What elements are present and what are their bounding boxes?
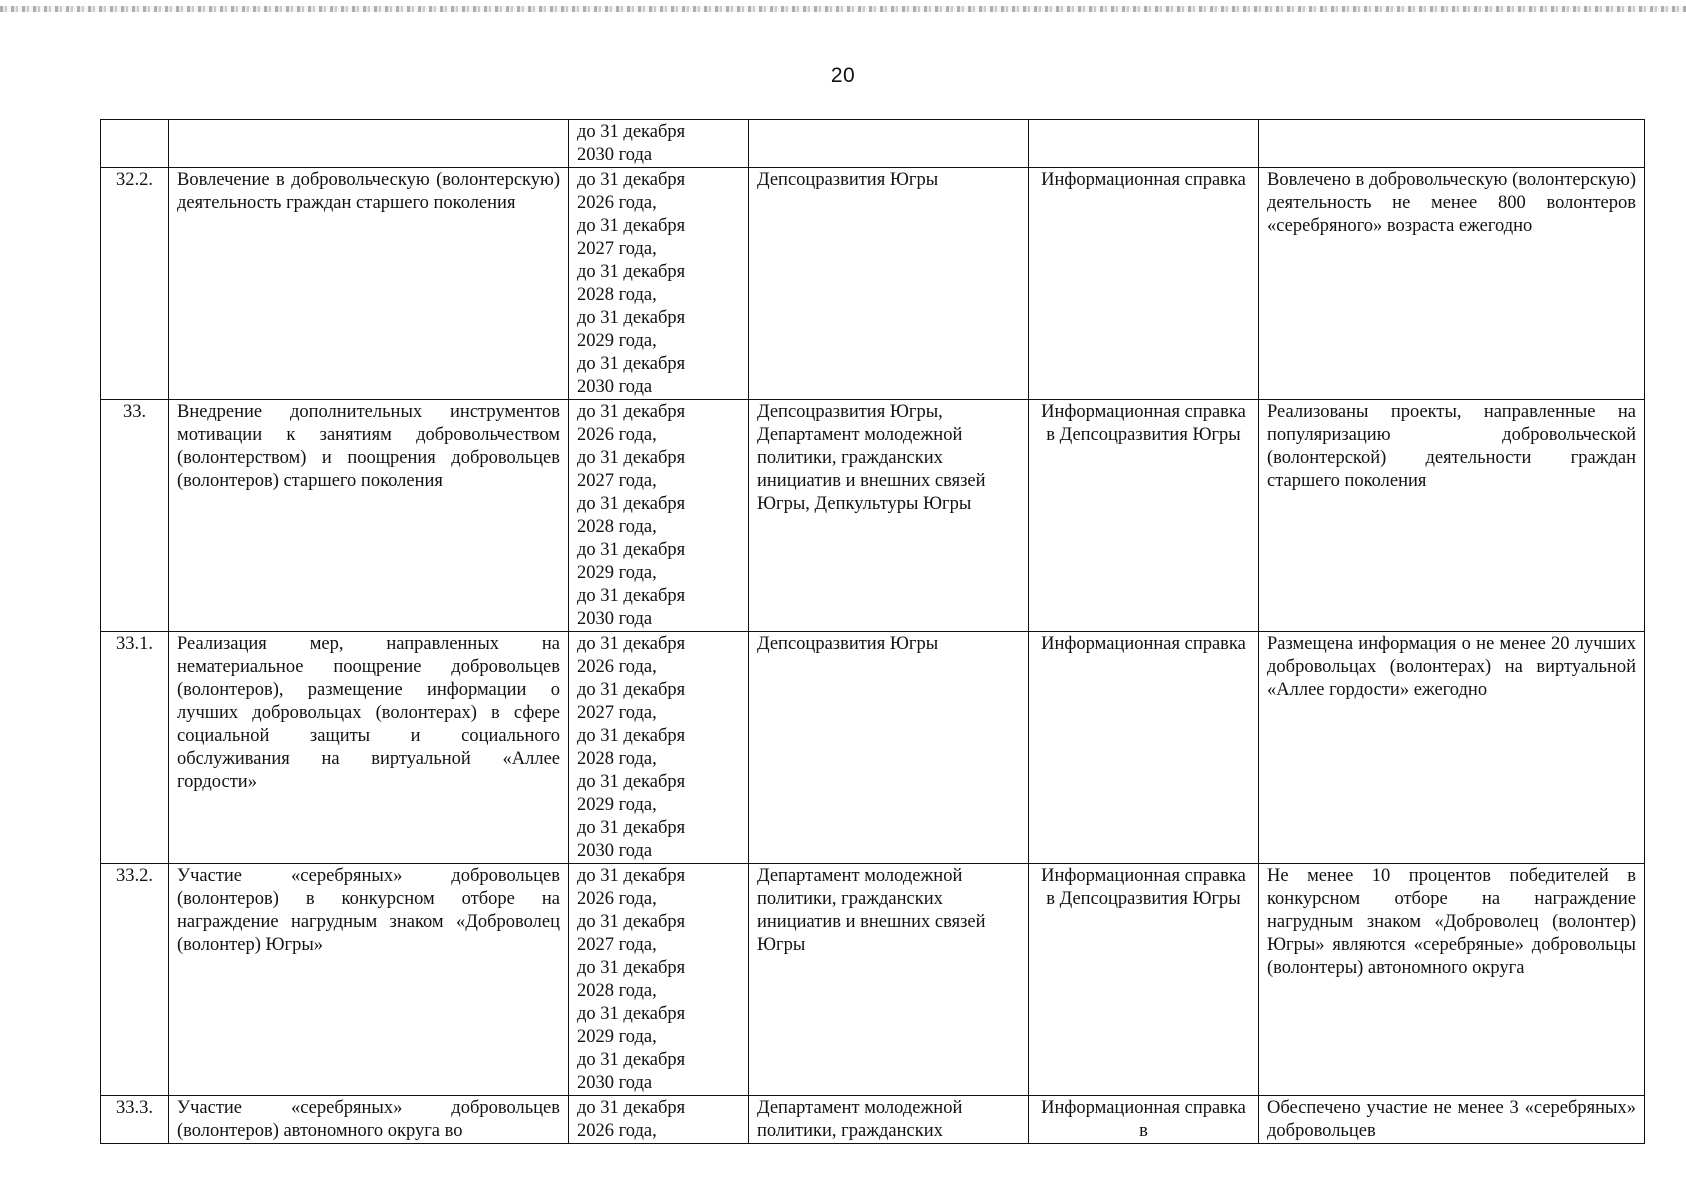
term-line: до 31 декабря bbox=[577, 680, 686, 700]
row-number: 33.3. bbox=[101, 1096, 169, 1144]
row-number: 33. bbox=[101, 400, 169, 632]
term-line: до 31 декабря bbox=[577, 308, 686, 328]
term-line: до 31 декабря bbox=[577, 586, 686, 606]
term-line: до 31 декабря bbox=[577, 866, 686, 886]
result-cell: Вовлечено в добровольческую (волонтерскую) деятельность не менее 800 волонтеров «серебряного» возраста ежегодно bbox=[1259, 168, 1645, 400]
result-cell bbox=[1259, 120, 1645, 168]
event-cell: Реализация мер, направленных на нематериальное поощрение добровольцев (волонтеров), размещение информации о лучших добровольцах (волонтерах) в сфере социальной защиты и социального обслуживания на виртуальной «Аллее гордости» bbox=[169, 632, 569, 864]
term-line: до 31 декабря bbox=[577, 634, 686, 654]
result-cell: Не менее 10 процентов победителей в конкурсном отборе на награждение нагрудным знаком «Доброволец (волонтер) Югры» являются «серебряные» добровольцы (волонтеры) автономного округа bbox=[1259, 864, 1645, 1096]
term-line: 2027 года, bbox=[577, 935, 657, 955]
term-line: до 31 декабря bbox=[577, 354, 686, 374]
term-cell bbox=[569, 632, 749, 864]
term-line: до 31 декабря bbox=[577, 262, 686, 282]
term-line: до 31 декабря bbox=[577, 818, 686, 838]
responsible-cell: Депсоцразвития Югры bbox=[749, 168, 1029, 400]
table-row bbox=[101, 632, 1645, 864]
table-row bbox=[101, 400, 1645, 632]
document-cell: Информационная справка в Депсоцразвития Югры bbox=[1029, 864, 1259, 1096]
term-line: 2026 года, bbox=[577, 657, 657, 677]
term-line: до 31 декабря bbox=[577, 494, 686, 514]
term-line: 2027 года, bbox=[577, 239, 657, 259]
table-row bbox=[101, 120, 1645, 168]
row-number: 32.2. bbox=[101, 168, 169, 400]
term-line: до 31 декабря bbox=[577, 170, 686, 190]
row-number: 33.1. bbox=[101, 632, 169, 864]
term-line: 2028 года, bbox=[577, 517, 657, 537]
event-cell: Внедрение дополнительных инструментов мотивации к занятиям добровольчеством (волонтерством) и поощрения добровольцев (волонтеров) старшего поколения bbox=[169, 400, 569, 632]
term-line: 2030 года bbox=[577, 1073, 653, 1093]
term-line: до 31 декабря bbox=[577, 958, 686, 978]
event-cell: Вовлечение в добровольческую (волонтерскую) деятельность граждан старшего поколения bbox=[169, 168, 569, 400]
result-cell: Обеспечено участие не менее 3 «серебряных» добровольцев bbox=[1259, 1096, 1645, 1144]
responsible-cell: Депсоцразвития Югры bbox=[749, 632, 1029, 864]
term-cell bbox=[569, 864, 749, 1096]
term-line: 2028 года, bbox=[577, 285, 657, 305]
term-line: до 31 декабря bbox=[577, 540, 686, 560]
term-line: 2029 года, bbox=[577, 563, 657, 583]
term-line: 2028 года, bbox=[577, 749, 657, 769]
responsible-cell: Департамент молодежной политики, гражданских инициатив и внешних связей Югры bbox=[749, 864, 1029, 1096]
document-cell: Информационная справка в bbox=[1029, 1096, 1259, 1144]
table-row bbox=[101, 864, 1645, 1096]
term-line: 2027 года, bbox=[577, 471, 657, 491]
term-cell bbox=[569, 120, 749, 168]
term-line: 2026 года, bbox=[577, 1121, 657, 1141]
term-line: до 31 декабря bbox=[577, 216, 686, 236]
result-cell: Реализованы проекты, направленные на популяризацию добровольческой (волонтерской) деятельности граждан старшего поколения bbox=[1259, 400, 1645, 632]
document-cell: Информационная справка в Депсоцразвития Югры bbox=[1029, 400, 1259, 632]
term-line: 2028 года, bbox=[577, 981, 657, 1001]
event-cell bbox=[169, 120, 569, 168]
term-line: до 31 декабря bbox=[577, 1004, 686, 1024]
term-line: 2029 года, bbox=[577, 331, 657, 351]
responsible-cell: Департамент молодежной политики, гражданских bbox=[749, 1096, 1029, 1144]
term-line: 2030 года bbox=[577, 841, 653, 861]
term-line: 2027 года, bbox=[577, 703, 657, 723]
term-line: 2026 года, bbox=[577, 425, 657, 445]
measures-table bbox=[100, 119, 1645, 1144]
responsible-cell bbox=[749, 120, 1029, 168]
scan-edge bbox=[0, 6, 1686, 12]
responsible-cell: Депсоцразвития Югры, Департамент молодежной политики, гражданских инициатив и внешних связей Югры, Депкультуры Югры bbox=[749, 400, 1029, 632]
term-line: до 31 декабря bbox=[577, 726, 686, 746]
event-cell: Участие «серебряных» добровольцев (волонтеров) в конкурсном отборе на награждение нагрудным знаком «Доброволец (волонтер) Югры» bbox=[169, 864, 569, 1096]
table-row bbox=[101, 168, 1645, 400]
term-cell bbox=[569, 168, 749, 400]
document-cell: Информационная справка bbox=[1029, 168, 1259, 400]
term-line: до 31 декабря bbox=[577, 1098, 686, 1118]
term-line: до 31 декабря bbox=[577, 1050, 686, 1070]
term-line: 2030 года bbox=[577, 145, 653, 165]
term-line: до 31 декабря bbox=[577, 772, 686, 792]
term-line: 2029 года, bbox=[577, 795, 657, 815]
term-line: до 31 декабря bbox=[577, 448, 686, 468]
table-row bbox=[101, 1096, 1645, 1144]
term-line: до 31 декабря bbox=[577, 912, 686, 932]
document-cell bbox=[1029, 120, 1259, 168]
term-cell bbox=[569, 1096, 749, 1144]
term-line: 2030 года bbox=[577, 609, 653, 629]
event-cell: Участие «серебряных» добровольцев (волонтеров) автономного округа во bbox=[169, 1096, 569, 1144]
term-line: до 31 декабря bbox=[577, 122, 686, 142]
row-number bbox=[101, 120, 169, 168]
term-line: 2029 года, bbox=[577, 1027, 657, 1047]
term-line: 2030 года bbox=[577, 377, 653, 397]
document-cell: Информационная справка bbox=[1029, 632, 1259, 864]
result-cell: Размещена информация о не менее 20 лучших добровольцах (волонтерах) на виртуальной «Аллее гордости» ежегодно bbox=[1259, 632, 1645, 864]
page-number: 20 bbox=[830, 64, 856, 87]
row-number: 33.2. bbox=[101, 864, 169, 1096]
term-cell bbox=[569, 400, 749, 632]
term-line: 2026 года, bbox=[577, 193, 657, 213]
term-line: 2026 года, bbox=[577, 889, 657, 909]
term-line: до 31 декабря bbox=[577, 402, 686, 422]
